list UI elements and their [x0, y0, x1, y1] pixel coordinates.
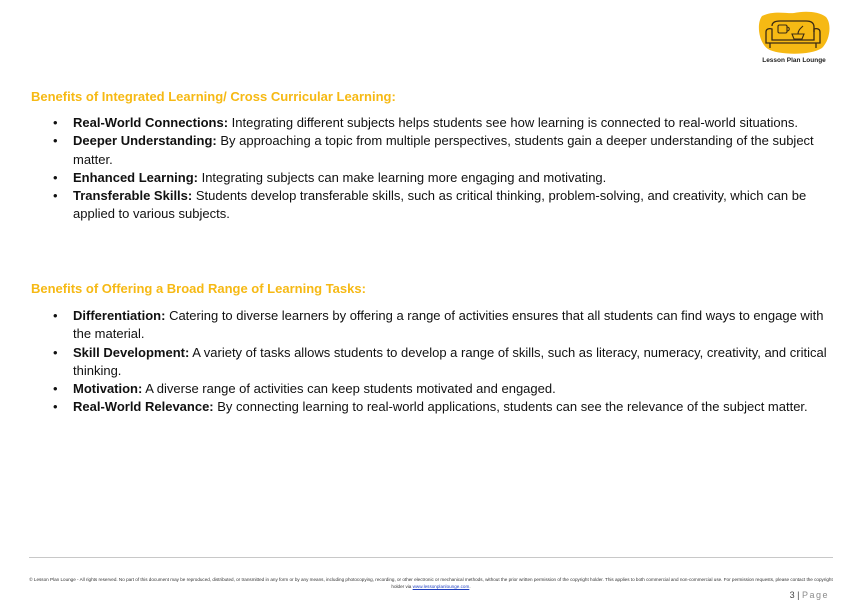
list-item [53, 344, 833, 381]
bullet-icon: • [53, 115, 58, 130]
list-item [53, 169, 833, 187]
item-term: Enhanced Learning: [73, 169, 198, 185]
list-item [53, 307, 833, 344]
bullet-icon: • [53, 381, 58, 397]
footer-divider [29, 557, 833, 558]
page-separator: | [797, 590, 800, 600]
item-text: Students develop transferable skills, such as critical thinking, problem-solving, and creativity, which can be applied to various subjects. [73, 188, 807, 222]
list-item [53, 132, 833, 169]
page-number-value: 3 [789, 590, 795, 600]
bullet-icon: • [53, 188, 58, 204]
copyright-notice [29, 576, 833, 590]
copyright-end: . [469, 584, 471, 589]
item-term: Motivation: [73, 381, 143, 397]
list-item [53, 187, 833, 224]
bullet-icon: • [53, 399, 58, 415]
item-term: Transferable Skills: [73, 188, 193, 204]
item-text: Integrating different subjects helps students see how learning is connected to real-world situations. [228, 115, 798, 130]
brand-logo [756, 10, 832, 66]
item-text: By approaching a topic from multiple perspectives, students gain a deeper understanding of the subject matter. [73, 133, 814, 167]
item-term: Real-World Relevance: [73, 399, 214, 415]
section-heading-integrated-learning: Benefits of Integrated Learning/ Cross Curricular Learning: [31, 89, 396, 104]
item-text: A diverse range of activities can keep students motivated and engaged. [142, 381, 556, 397]
bullet-icon: • [53, 133, 58, 149]
item-term: Deeper Understanding: [73, 133, 217, 149]
item-term: Real-World Connections: [73, 115, 229, 130]
website-link[interactable]: www.lessonplanlounge.com [412, 584, 470, 589]
item-text: By connecting learning to real-world applications, students can see the relevance of the subject matter. [213, 399, 808, 415]
page-word: Page [801, 590, 829, 600]
bullet-icon: • [53, 308, 58, 323]
broad-range-benefits-list [53, 307, 833, 417]
bullet-icon: • [53, 344, 58, 360]
item-text: Catering to diverse learners by offering a range of activities ensures that all students can find ways to engage with the material. [73, 308, 824, 342]
list-item [53, 398, 833, 416]
list-item [53, 114, 833, 132]
section-heading-broad-range-tasks: Benefits of Offering a Broad Range of Learning Tasks: [31, 281, 366, 296]
integrated-learning-benefits-list [53, 114, 833, 224]
copyright-text: © Lesson Plan Lounge - All rights reserved. No part of this document may be reproduced, distributed, or transmitted in any form or by any means, including photocopying, recording, or other electronic or mechanical methods, without the prior written permission of the copyright holder. This applies to both commercial and non-commercial use. For permission requests, please contact the copyright holder via [29, 577, 833, 589]
logo-text: Lesson Plan Lounge [762, 57, 826, 64]
lounge-sofa-icon [756, 10, 832, 56]
item-text: Integrating subjects can make learning more engaging and motivating. [197, 169, 607, 185]
item-term: Skill Development: [73, 344, 190, 360]
item-term: Differentiation: [73, 308, 166, 323]
bullet-icon: • [53, 169, 58, 185]
page-number [790, 590, 829, 600]
list-item [53, 380, 833, 398]
item-text: A variety of tasks allows students to develop a range of skills, such as literacy, numeracy, creativity, and critical thinking. [73, 344, 827, 378]
